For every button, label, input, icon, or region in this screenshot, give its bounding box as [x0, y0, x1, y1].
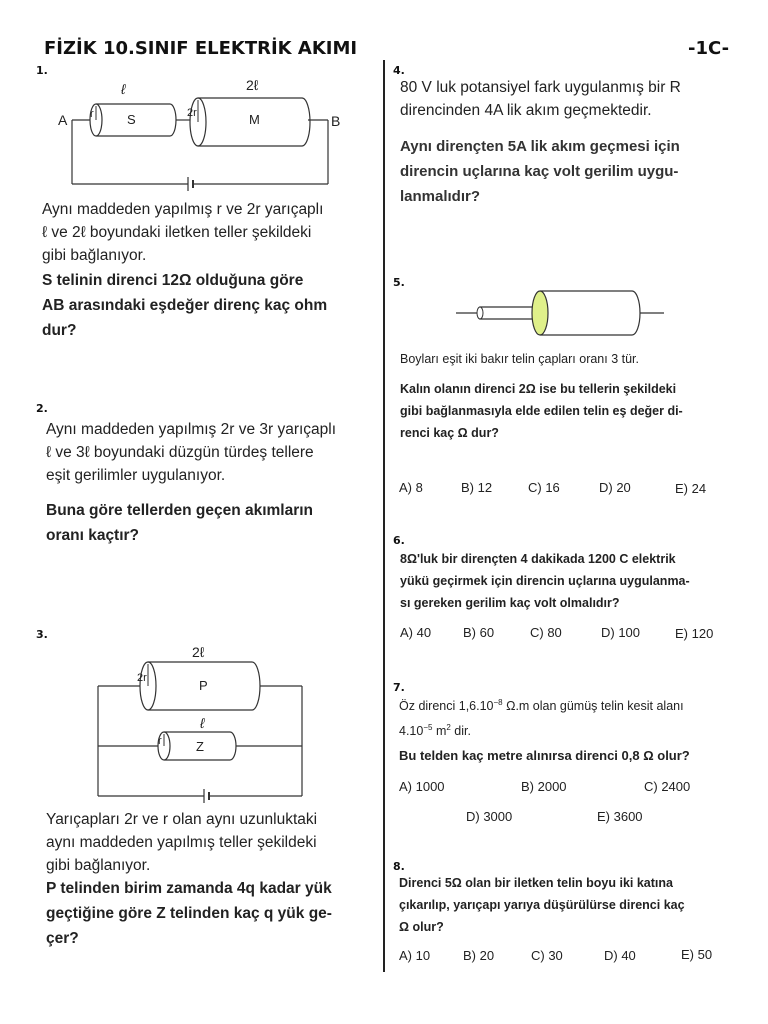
option-e[interactable]: E) 120	[675, 626, 714, 641]
wire-label-s: S	[127, 112, 136, 127]
option-b[interactable]: B) 60	[463, 625, 495, 640]
question-number: 6.	[393, 534, 405, 547]
wire-label-m: M	[249, 112, 260, 127]
option-e[interactable]: E) 3600	[597, 809, 643, 824]
thin-wire	[480, 307, 534, 319]
option-c[interactable]: C) 30	[531, 948, 563, 963]
q7-question: Bu telden kaç metre alınırsa direnci 0,8 Ω olur?	[399, 748, 690, 763]
option-b[interactable]: B) 20	[463, 948, 495, 963]
thick-wire	[540, 291, 640, 335]
q1-text: Aynı maddeden yapılmış r ve 2r yarıçaplı ℓ ve 2ℓ boyundaki iletken teller şekildeki gibi bağlanıyor.	[42, 201, 324, 264]
option-d[interactable]: D) 3000	[466, 809, 513, 824]
circuit-diagram-q1	[40, 72, 360, 192]
wire-diagram-q5	[450, 288, 680, 338]
label-length-2: 2ℓ	[192, 644, 205, 660]
radius-label-2: 2r	[187, 107, 197, 119]
radius-label: r	[158, 735, 162, 747]
option-e[interactable]: E) 50	[681, 947, 713, 962]
q4-question: Aynı dirençten 5A lik akım geçmesi için direncin uçlarına kaç volt gerilim uygu- lanmalıdır?	[400, 138, 680, 205]
column-divider	[383, 60, 385, 972]
worksheet-title: FİZİK 10.SINIF ELEKTRİK AKIMI	[44, 38, 358, 59]
option-a[interactable]: A) 1000	[399, 779, 445, 794]
circuit-diagram-q3	[90, 640, 320, 810]
radius-label-2: 2r	[137, 672, 147, 684]
q2-text: Aynı maddeden yapılmış 2r ve 3r yarıçaplı ℓ ve 3ℓ boyundaki düzgün türdeş tellere eşit gerilimler uygulanıyor.	[46, 421, 337, 484]
question-number: 5.	[393, 276, 405, 289]
option-c[interactable]: C) 80	[530, 625, 562, 640]
wire-s	[96, 104, 176, 136]
q7-text: Öz direnci $1,6.10^{-8}$ Ω.m olan gümüş telin kesit alanı $4.10^{-5}$ $m^2$ dir.	[399, 698, 684, 739]
question-number: 1.	[36, 64, 48, 77]
label-length-2: 2ℓ	[246, 77, 259, 93]
option-b[interactable]: B) 12	[461, 480, 493, 495]
question-number: 2.	[36, 402, 48, 415]
option-a[interactable]: A) 8	[399, 480, 423, 495]
question-number: 4.	[393, 64, 405, 77]
option-c[interactable]: C) 16	[528, 480, 560, 495]
label-length: ℓ	[200, 715, 205, 731]
q3-question: P telinden birim zamanda 4q kadar yük geçtiğine göre Z telinden kaç q yük ge- çer?	[46, 880, 332, 947]
terminal-a: A	[58, 112, 68, 128]
q5-text: Boyları eşit iki bakır telin çapları oranı 3 tür.	[400, 352, 639, 366]
q1-question: S telinin direnci 12Ω olduğuna göre AB arasındaki eşdeğer direnç kaç ohm dur?	[42, 272, 328, 339]
option-a[interactable]: A) 40	[400, 625, 432, 640]
q2-question: Buna göre tellerden geçen akımların oranı kaçtır?	[46, 502, 314, 544]
question-number: 3.	[36, 628, 48, 641]
option-c[interactable]: C) 2400	[644, 779, 691, 794]
page-number: -1C-	[688, 38, 730, 59]
option-d[interactable]: D) 40	[604, 948, 636, 963]
option-d[interactable]: D) 20	[599, 480, 631, 495]
option-d[interactable]: D) 100	[601, 625, 641, 640]
option-b[interactable]: B) 2000	[521, 779, 567, 794]
q8-question: Direnci 5Ω olan bir iletken telin boyu iki katına çıkarılıp, yarıçapı yarıya düşürülürse direnci kaç Ω olur?	[399, 876, 685, 934]
q4-text: 80 V luk potansiyel fark uygulanmış bir R direncinden 4A lik akım geçmektedir.	[400, 79, 681, 119]
q6-question: 8Ω'luk bir dirençten 4 dakikada 1200 C elektrik yükü geçirmek için direncin uçlarına uygulanma- sı gereken gerilim kaç volt olmalıdır?	[400, 552, 690, 610]
wire-label-z: Z	[196, 739, 204, 754]
wire-label-p: P	[199, 678, 208, 693]
option-a[interactable]: A) 10	[399, 948, 431, 963]
label-length: ℓ	[121, 81, 126, 97]
question-number: 7.	[393, 681, 405, 694]
radius-label: r	[90, 108, 94, 120]
question-number: 8.	[393, 860, 405, 873]
option-e[interactable]: E) 24	[675, 481, 707, 496]
q3-text: Yarıçapları 2r ve r olan aynı uzunluktaki aynı maddeden yapılmış teller şekildeki gibi bağlanıyor.	[46, 811, 318, 874]
terminal-b: B	[331, 113, 341, 129]
q5-question: Kalın olanın direnci 2Ω ise bu tellerin şekildeki gibi bağlanmasıyla elde edilen telin eş değer di- renci kaç Ω dur?	[400, 382, 683, 440]
